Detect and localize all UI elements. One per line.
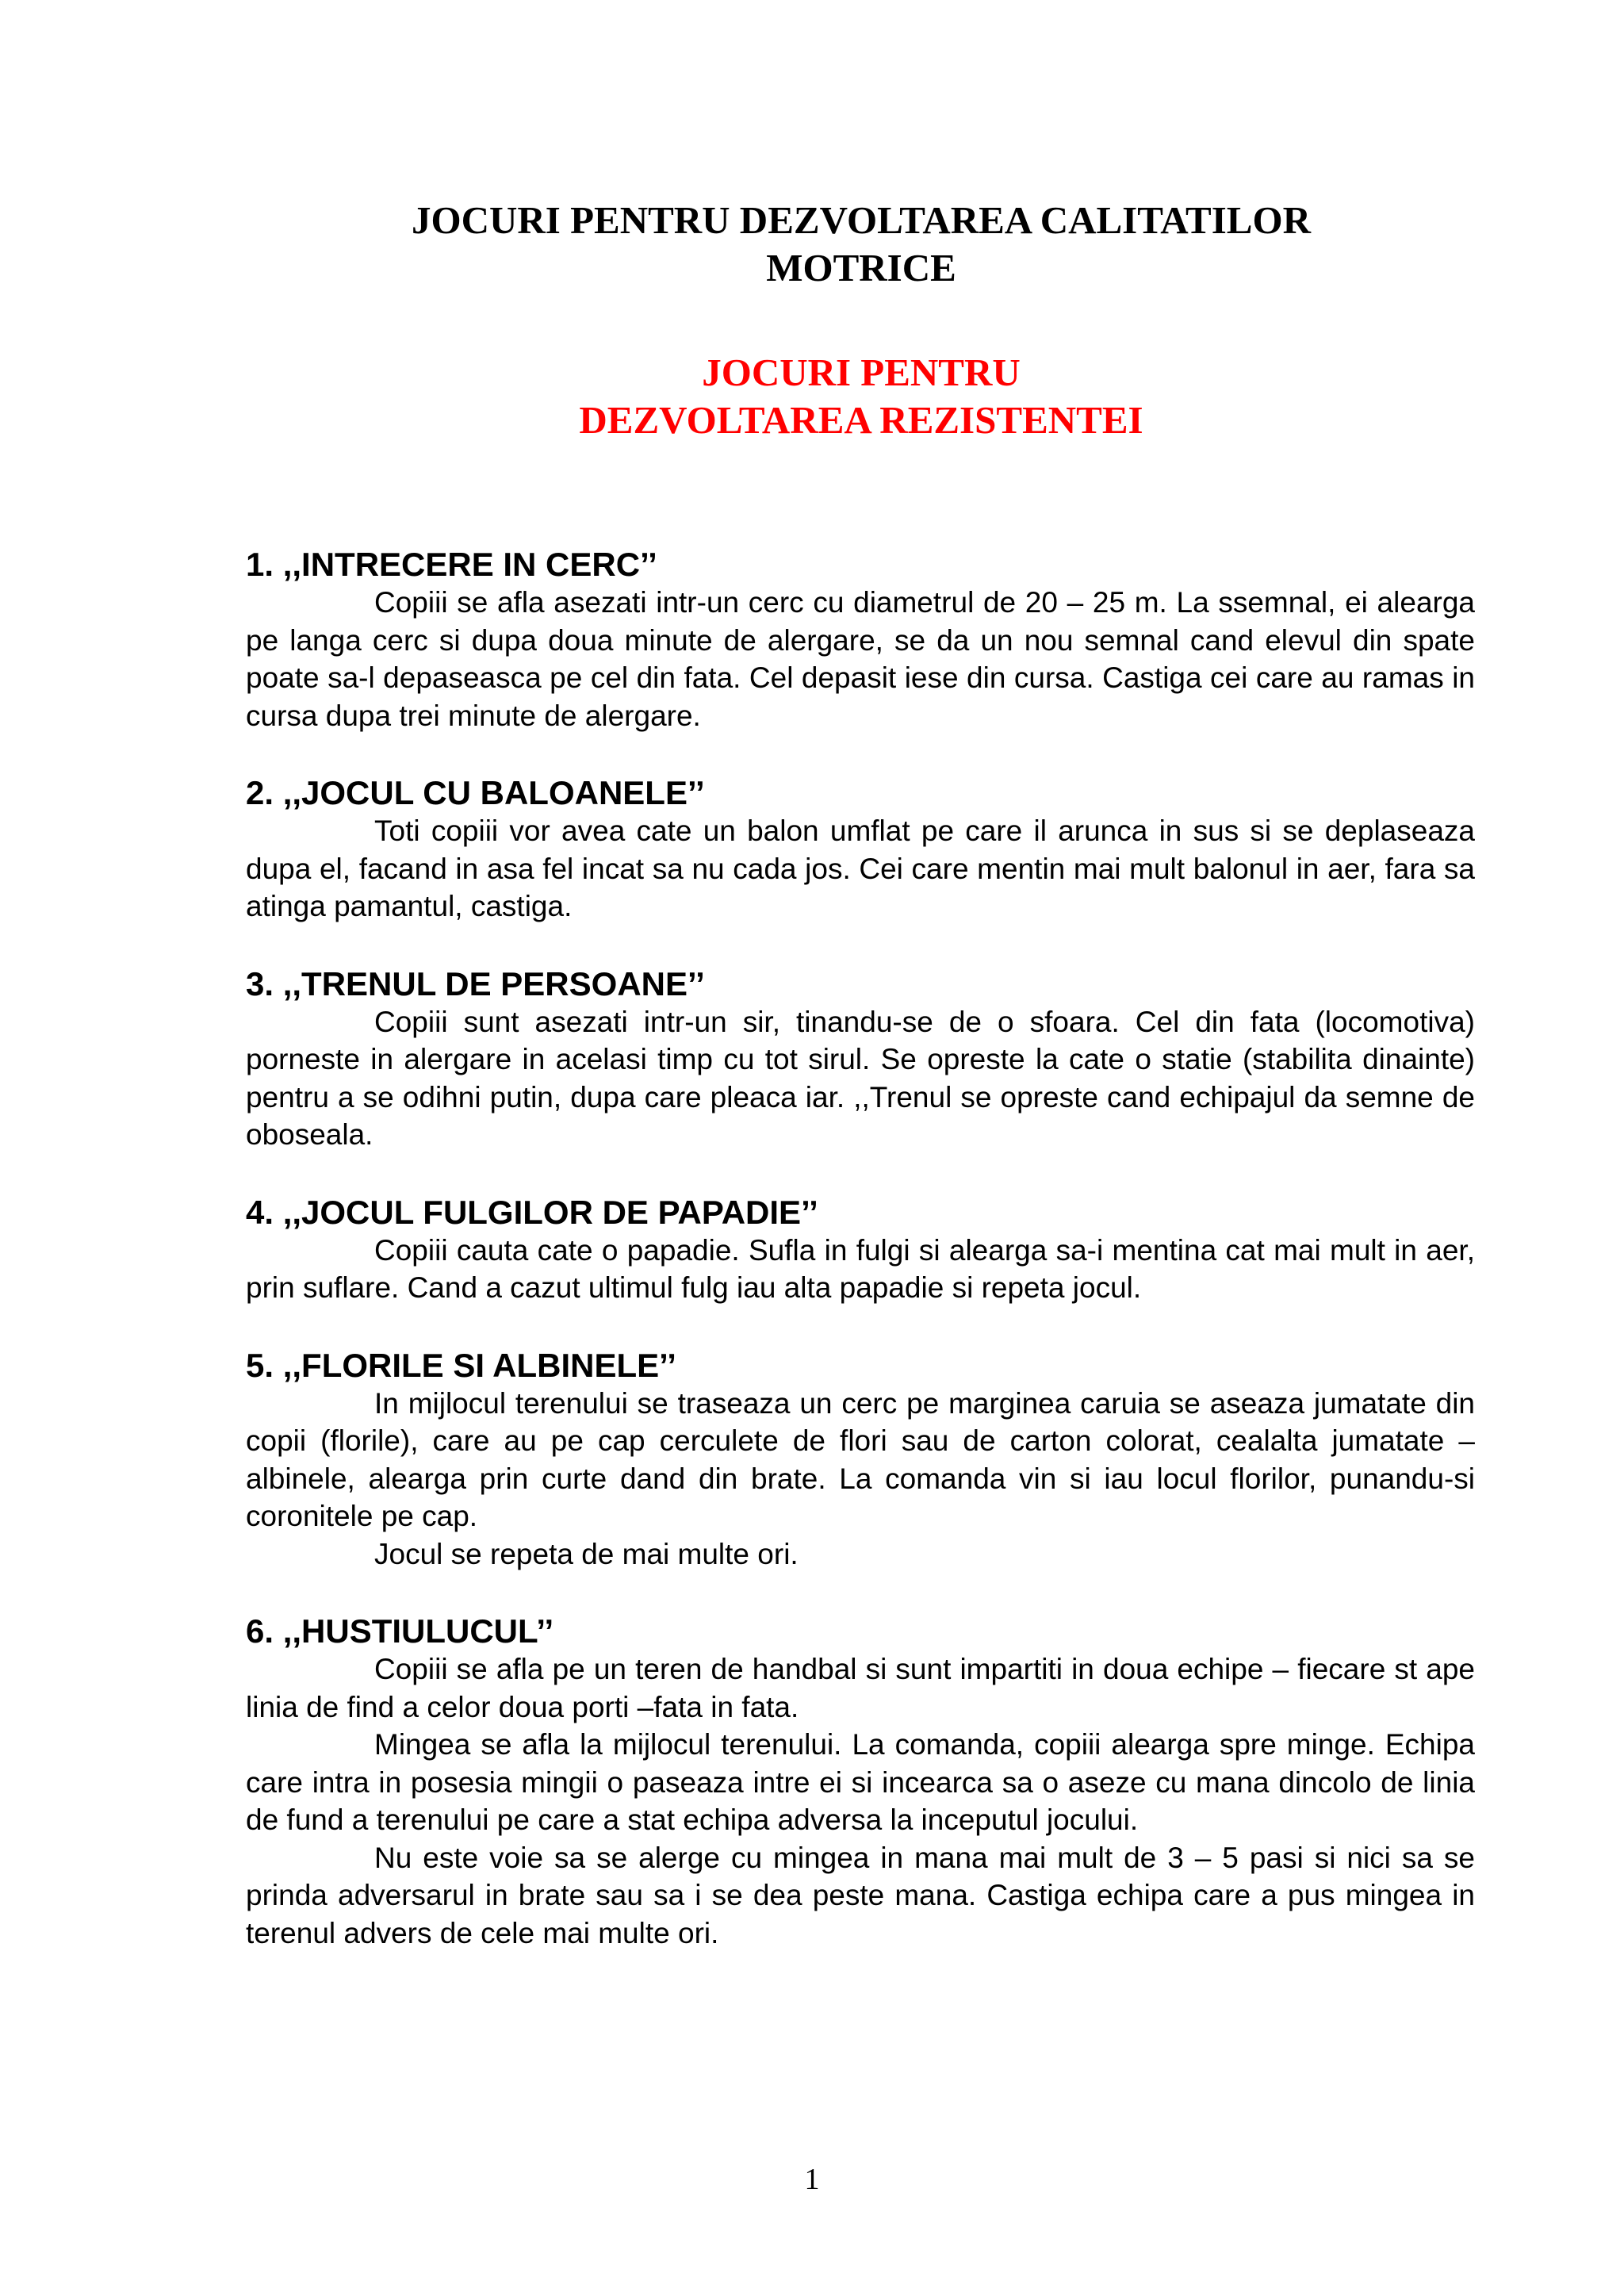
section-paragraph: In mijlocul terenului se traseaza un cerc pe marginea caruia se aseaza jumatate din copii (florile), care au pe cap cerculete de flori sau de carton colorat, cealalta jumatate – albinele, alearga prin curte dand din brate. La comanda vin si iau locul florilor, punandu-si coronitele pe cap. [246,1386,1475,1532]
document-subtitle-line-2: DEZVOLTAREA REZISTENTEI [579,398,1143,442]
document-title-line-1: JOCURI PENTRU DEZVOLTAREA CALITATILOR [412,198,1311,242]
section-paragraph: Jocul se repeta de mai multe ori. [374,1537,799,1570]
section-heading: 4. ,,JOCUL FULGILOR DE PAPADIE’’ [246,1193,818,1231]
document-title [238,197,1484,292]
section-paragraph: Nu este voie sa se alerge cu mingea in mana mai mult de 3 – 5 pasi si nici sa se prinda adversarul in brate sau sa i se dea peste mana. Castiga echipa care a pus mingea in terenul advers de cele mai multe ori. [246,1841,1475,1949]
section-paragraph: Toti copiii vor avea cate un balon umflat pe care il arunca in sus si se deplaseaza dupa el, facand in asa fel incat sa nu cada jos. Cei care mentin mai mult balonul in aer, fara sa atinga pamantul, castiga. [246,815,1475,922]
section-paragraph: Copiii sunt asezati intr-un sir, tinandu-se de o sfoara. Cel din fata (locomotiva) porneste in alergare in acelasi timp cu tot sirul. Se opreste la cate o statie (stabilita dinainte) pentru a se odihni putin, dupa care pleaca iar. ,,Trenul se opreste cand echipajul da semne de oboseala. [246,1005,1475,1151]
sections-container [246,546,1475,1952]
section-heading: 6. ,,HUSTIULUCUL’’ [246,1612,554,1650]
section-heading: 2. ,,JOCUL CU BALOANELE’’ [246,774,705,811]
section-1 [246,546,1475,734]
section-4 [246,1194,1475,1307]
section-heading: 5. ,,FLORILE SI ALBINELE’’ [246,1346,676,1384]
section-paragraph: Copiii se afla pe un teren de handbal si sunt impartiti in doua echipe – fiecare st ape linia de find a celor doua porti –fata in fata. [246,1653,1475,1723]
section-3 [246,965,1475,1154]
page-number: 1 [804,2163,820,2196]
section-6 [246,1612,1475,1952]
document-subtitle [238,349,1484,444]
section-paragraph: Copiii se afla asezati intr-un cerc cu diametrul de 20 – 25 m. La ssemnal, ei alearga pe langa cerc si dupa doua minute de alergare, se da un nou semnal cand elevul din spate poate sa-l depaseasca pe cel din fata. Cel depasit iese din cursa. Castiga cei care au ramas in cursa dupa trei minute de alergare. [246,586,1475,732]
section-paragraph: Copiii cauta cate o papadie. Sufla in fulgi si alearga sa-i mentina cat mai mult in aer, prin suflare. Cand a cazut ultimul fulg iau alta papadie si repeta jocul. [246,1233,1475,1304]
section-heading: 1. ,,INTRECERE IN CERC’’ [246,546,657,583]
document-title-line-2: MOTRICE [766,246,956,289]
section-paragraph: Mingea se afla la mijlocul terenului. La comanda, copiii alearga spre minge. Echipa care intra in posesia mingii o paseaza intre ei si incearca sa o aseze cu mana dincolo de linia de fund a terenului pe care a stat echipa adversa la inceputul jocului. [246,1728,1475,1836]
section-heading: 3. ,,TRENUL DE PERSOANE’’ [246,964,705,1002]
document-subtitle-line-1: JOCURI PENTRU [702,351,1021,394]
section-2 [246,774,1475,926]
section-5 [246,1347,1475,1573]
